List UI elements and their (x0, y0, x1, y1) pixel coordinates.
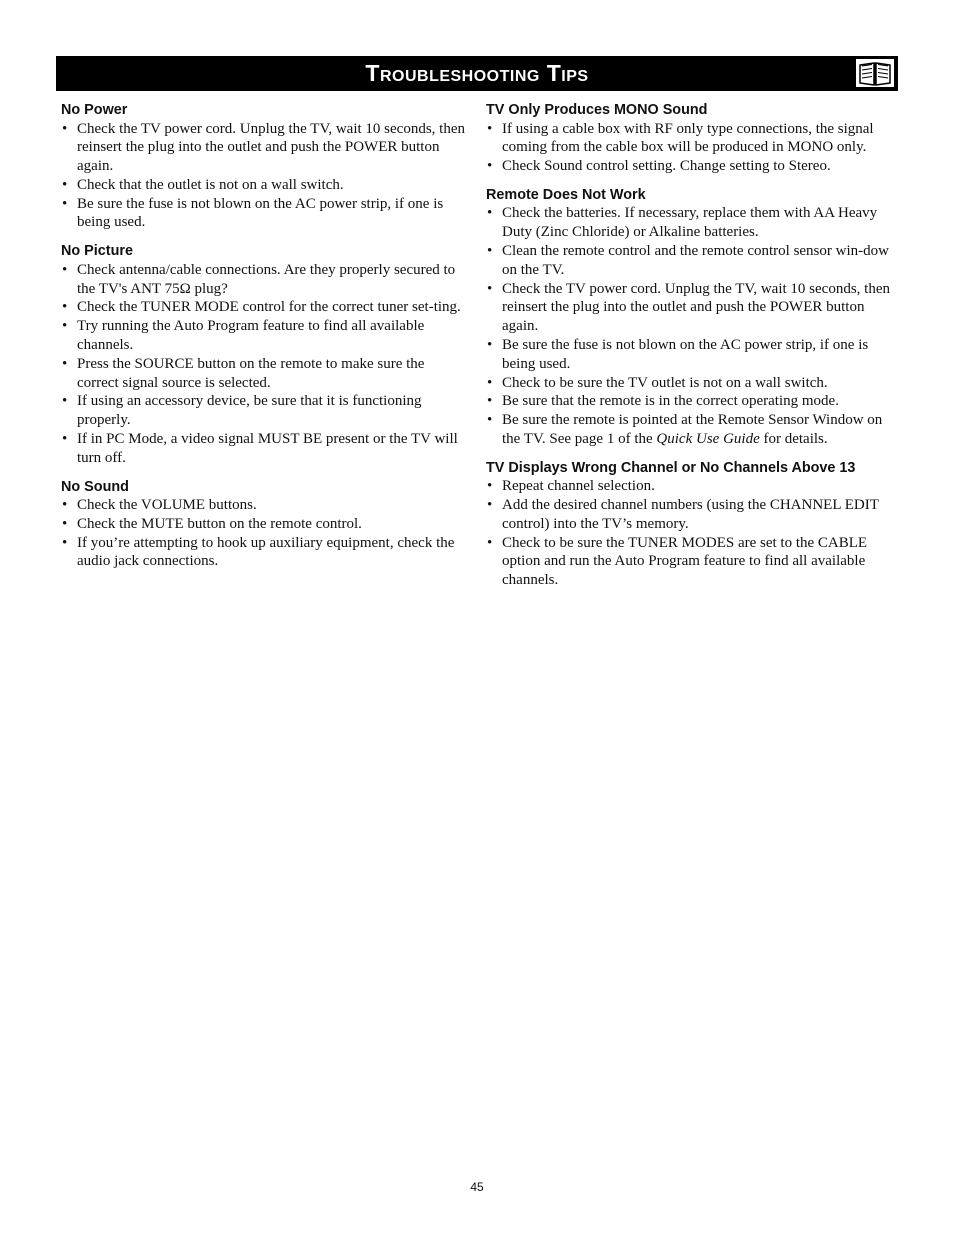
guide-title: Quick Use Guide (656, 430, 760, 447)
bullet-list (486, 477, 891, 590)
section-title: No Sound (61, 478, 129, 495)
section-title: Remote Does Not Work (486, 186, 646, 203)
bullet-list (61, 261, 466, 468)
list-item: • Check the VOLUME buttons. (61, 496, 466, 515)
list-item: • Check that the outlet is not on a wall switch. (61, 176, 466, 195)
section-mono-sound (486, 101, 891, 176)
page-title: Troubleshooting Tips (365, 60, 589, 86)
bullet-list (486, 204, 891, 448)
bullet-list (486, 120, 891, 176)
list-item: • Check the TV power cord. Unplug the TV, wait 10 seconds, then reinsert the plug into the outlet and push the POWER button again. (486, 280, 891, 336)
list-item: • Check to be sure the TUNER MODES are set to the CABLE option and run the Auto Program feature to find all available channels. (486, 534, 891, 590)
list-item: • Press the SOURCE button on the remote to make sure the correct signal source is selected. (61, 355, 466, 393)
header-bar (56, 56, 898, 91)
list-item: • Clean the remote control and the remote control sensor win-dow on the TV. (486, 242, 891, 280)
section-no-picture (61, 242, 466, 467)
list-item: • Check the MUTE button on the remote control. (61, 515, 466, 534)
section-wrong-channel (486, 459, 891, 590)
list-item: • Add the desired channel numbers (using the CHANNEL EDIT control) into the TV’s memory. (486, 496, 891, 534)
list-item: • Check to be sure the TV outlet is not on a wall switch. (486, 374, 891, 393)
list-item: • If in PC Mode, a video signal MUST BE present or the TV will turn off. (61, 430, 466, 468)
section-title: No Power (61, 102, 128, 118)
list-item: • Check the TV power cord. Unplug the TV, wait 10 seconds, then reinsert the plug into the outlet and push the POWER button again. (61, 120, 466, 176)
list-item: • Check the batteries. If necessary, replace them with AA Heavy Duty (Zinc Chloride) or Alkaline batteries. (486, 204, 891, 242)
list-item-text: Be sure the remote is pointed at the Remote Sensor Window on the TV. See page 1 of the (502, 412, 883, 447)
list-item: • Repeat channel selection. (486, 477, 891, 496)
section-no-power (61, 101, 466, 232)
list-item: • If using an accessory device, be sure that it is functioning properly. (61, 392, 466, 430)
left-column (61, 101, 466, 581)
list-item: • Be sure the fuse is not blown on the AC power strip, if one is being used. (486, 336, 891, 374)
list-item-text: for details. (759, 430, 828, 447)
list-item: • Be sure that the remote is in the correct operating mode. (486, 392, 891, 411)
right-column (486, 101, 891, 600)
section-title: TV Displays Wrong Channel or No Channels Above 13 (486, 459, 856, 476)
section-title: No Picture (61, 243, 133, 260)
list-item: • If you’re attempting to hook up auxiliary equipment, check the audio jack connections. (61, 534, 466, 572)
list-item: • Try running the Auto Program feature to find all available channels. (61, 317, 466, 355)
list-item: • If using a cable box with RF only type connections, the signal coming from the cable box will be produced in MONO only. (486, 120, 891, 158)
bullet-list (61, 496, 466, 571)
list-item: • Check Sound control setting. Change setting to Stereo. (486, 157, 891, 176)
list-item: • Be sure the fuse is not blown on the AC power strip, if one is being used. (61, 195, 466, 233)
page-number: 45 (470, 1180, 484, 1194)
list-item: • Check the TUNER MODE control for the correct tuner set-ting. (61, 298, 466, 317)
list-item (486, 411, 891, 449)
section-remote-not-work (486, 186, 891, 449)
bullet-list (61, 120, 466, 233)
list-item: • Check antenna/cable connections. Are they properly secured to the TV's ANT 75Ω plug? (61, 261, 466, 299)
section-no-sound (61, 478, 466, 572)
book-icon (855, 58, 895, 88)
section-title: TV Only Produces MONO Sound (486, 102, 708, 118)
